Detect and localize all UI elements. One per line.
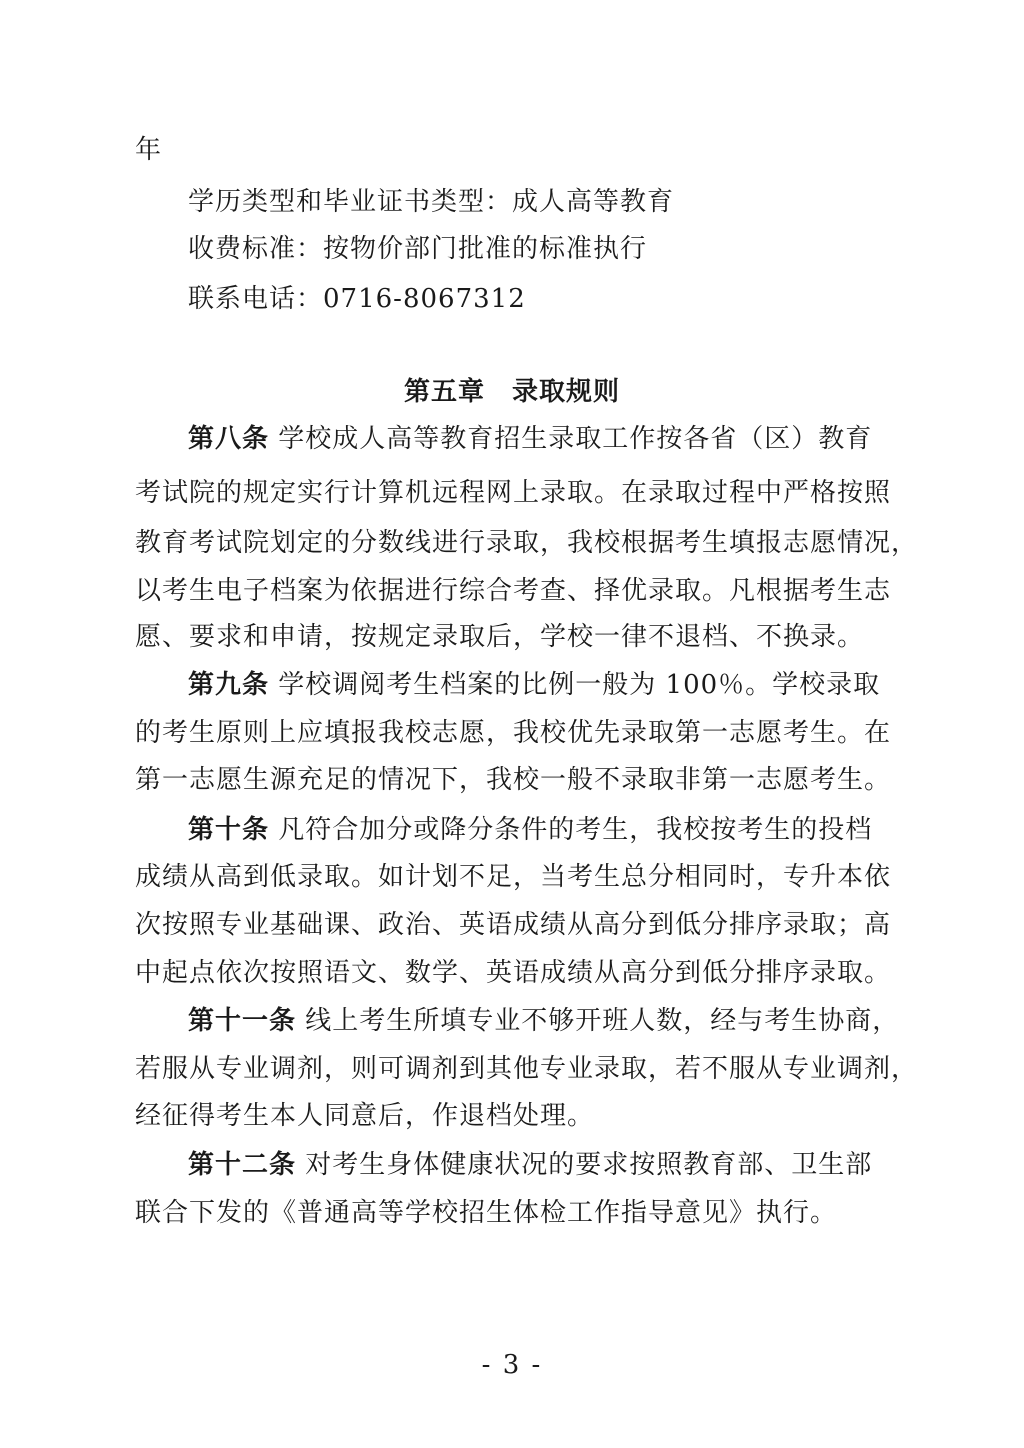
article-line: 成绩从高到低录取。如计划不足，当考生总分相同时，专升本依 bbox=[135, 862, 892, 892]
continuation-line: 年 bbox=[135, 135, 163, 165]
article-text: 线上考生所填专业不够开班人数，经与考生协商， bbox=[305, 1006, 900, 1036]
article-first-line bbox=[188, 424, 872, 454]
degree-type-line: 学历类型和毕业证书类型：成人高等教育 bbox=[188, 187, 675, 217]
article-line: 若服从专业调剂，则可调剂到其他专业录取，若不服从专业调剂， bbox=[135, 1054, 919, 1084]
fee-standard-line: 收费标准：按物价部门批准的标准执行 bbox=[188, 234, 648, 264]
contact-phone-line: 联系电话：0716-8067312 bbox=[188, 284, 526, 314]
article-heading: 第十一条 bbox=[188, 1006, 297, 1036]
article-line: 次按照专业基础课、政治、英语成绩从高分到低分排序录取；高 bbox=[135, 910, 892, 940]
article-first-line bbox=[188, 1006, 899, 1036]
article-text: 对考生身体健康状况的要求按照教育部、卫生部 bbox=[305, 1150, 873, 1180]
article-heading: 第十条 bbox=[188, 815, 270, 845]
article-line: 的考生原则上应填报我校志愿，我校优先录取第一志愿考生。在 bbox=[135, 718, 892, 748]
article-text: 学校成人高等教育招生录取工作按各省（区）教育 bbox=[278, 424, 873, 454]
article-text: 凡符合加分或降分条件的考生，我校按考生的投档 bbox=[278, 815, 873, 845]
article-heading: 第九条 bbox=[188, 670, 270, 700]
article-line: 第一志愿生源充足的情况下，我校一般不录取非第一志愿考生。 bbox=[135, 765, 892, 795]
article-line: 愿、要求和申请，按规定录取后，学校一律不退档、不换录。 bbox=[135, 622, 865, 652]
article-first-line bbox=[188, 1150, 872, 1180]
article-line: 教育考试院划定的分数线进行录取，我校根据考生填报志愿情况， bbox=[135, 528, 919, 558]
article-line: 考试院的规定实行计算机远程网上录取。在录取过程中严格按照 bbox=[135, 478, 892, 508]
article-line: 以考生电子档案为依据进行综合考查、择优录取。凡根据考生志 bbox=[135, 576, 892, 606]
page-number: - 3 - bbox=[481, 1350, 543, 1380]
chapter-title: 第五章 录取规则 bbox=[403, 377, 620, 407]
article-line: 经征得考生本人同意后，作退档处理。 bbox=[135, 1101, 595, 1131]
article-line: 联合下发的《普通高等学校招生体检工作指导意见》执行。 bbox=[135, 1198, 838, 1228]
article-line: 中起点依次按照语文、数学、英语成绩从高分到低分排序录取。 bbox=[135, 958, 892, 988]
article-first-line bbox=[188, 815, 872, 845]
article-first-line bbox=[188, 670, 880, 700]
article-heading: 第十二条 bbox=[188, 1150, 297, 1180]
article-text: 学校调阅考生档案的比例一般为 100％。学校录取 bbox=[278, 670, 881, 700]
article-heading: 第八条 bbox=[188, 424, 270, 454]
